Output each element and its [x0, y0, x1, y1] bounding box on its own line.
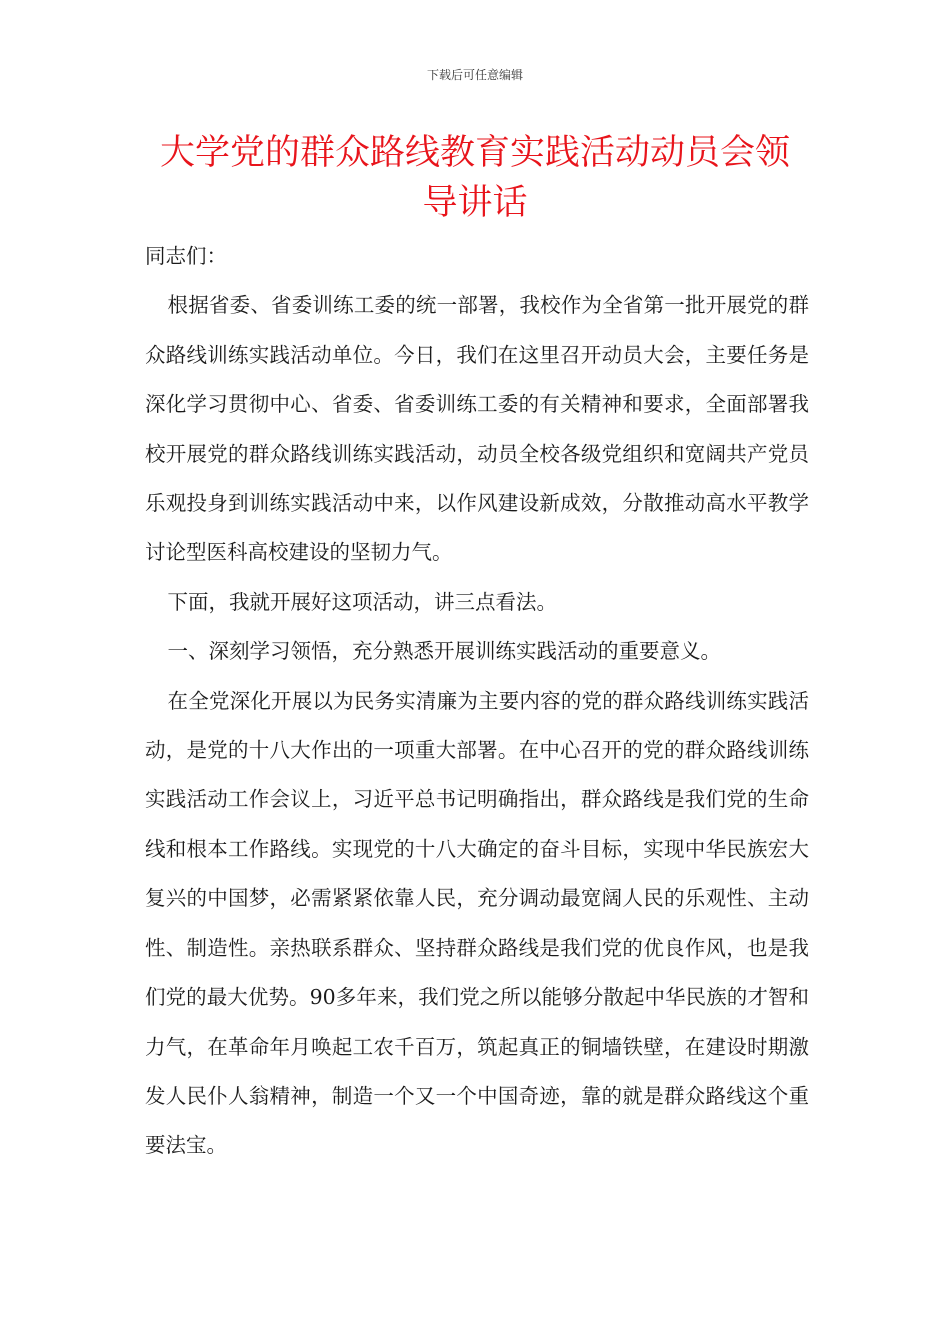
- paragraph-3: 在全党深化开展以为民务实清廉为主要内容的党的群众路线训练实践活动，是党的十八大作出的一项重大部署。在中心召开的党的群众路线训练实践活动工作会议上，习近平总书记明确指出，群众路线是我们党的生命线和根本工作路线。实现党的十八大确定的奋斗目标，实现中华民族宏大复兴的中国梦，必需紧紧依靠人民，充分调动最宽阔人民的乐观性、主动性、制造性。亲热联系群众、坚持群众路线是我们党的优良作风，也是我们党的最大优势。90多年来，我们党之所以能够分散起中华民族的才智和力气，在革命年月唤起工农千百万，筑起真正的铜墙铁壁，在建设时期激发人民仆人翁精神，制造一个又一个中国奇迹，靠的就是群众路线这个重要法宝。: [145, 688, 809, 1158]
- title-line-2: 导讲话: [422, 183, 528, 223]
- document-body: [145, 232, 809, 1171]
- document-title: [145, 128, 805, 228]
- paragraph-1: 根据省委、省委训练工委的统一部署，我校作为全省第一批开展党的群众路线训练实践活动单位。今日，我们在这里召开动员大会，主要任务是深化学习贯彻中心、省委、省委训练工委的有关精神和要求，全面部署我校开展党的群众路线训练实践活动，动员全校各级党组织和宽阔共产党员乐观投身到训练实践活动中来，以作风建设新成效，分散推动高水平教学讨论型医科高校建设的坚韧力气。: [145, 293, 809, 565]
- title-line-1: 大学党的群众路线教育实践活动动员会领: [159, 133, 790, 173]
- header-note: 下载后可任意编辑: [426, 68, 523, 82]
- salutation: 同志们：: [145, 244, 227, 268]
- section-heading-1: 一、深刻学习领悟，充分熟悉开展训练实践活动的重要意义。: [167, 639, 722, 664]
- paragraph-2: 下面，我就开展好这项活动，讲三点看法。: [167, 589, 558, 614]
